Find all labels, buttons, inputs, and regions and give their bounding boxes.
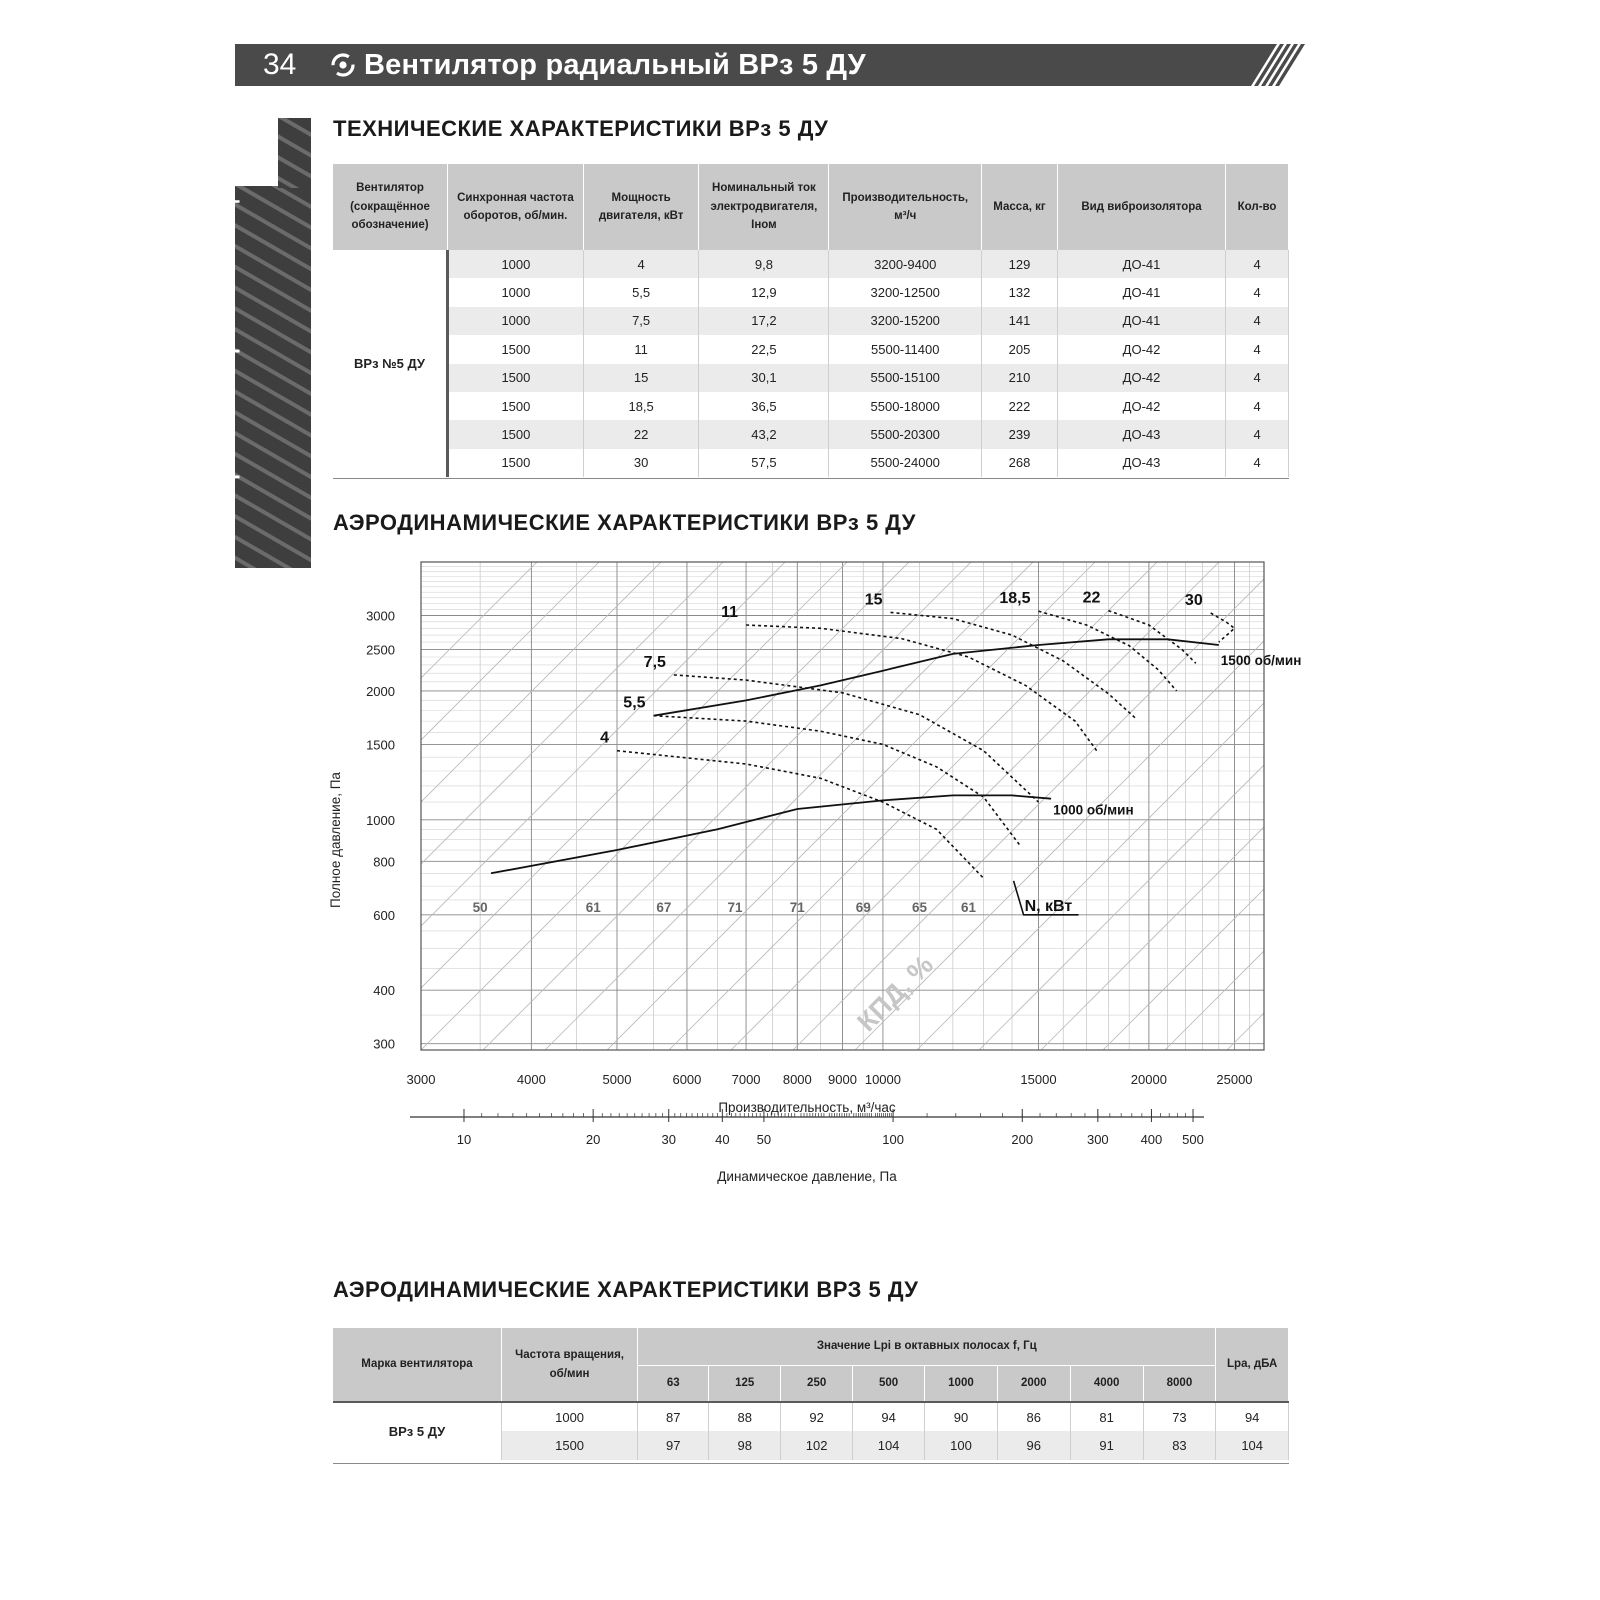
- tech-cell: 30,1: [699, 364, 829, 392]
- speed-curve-label: 1500 об/мин: [1220, 652, 1302, 668]
- tech-cell: 3200-12500: [829, 278, 982, 306]
- noise-band-header: 63: [638, 1365, 709, 1402]
- tech-cell: 141: [982, 307, 1058, 335]
- tech-cell: 132: [982, 278, 1058, 306]
- x-tick-label: 4000: [516, 1072, 546, 1087]
- dyn-tick-label: 10: [456, 1132, 472, 1147]
- efficiency-value: 61: [961, 899, 977, 915]
- tech-cell: ДО-42: [1057, 392, 1225, 420]
- noise-value-cell: 102: [781, 1431, 853, 1460]
- aero-chart-svg: [322, 548, 1302, 1218]
- col-header-current: Номинальный ток электродвигателя, Iном: [699, 164, 829, 250]
- side-tab-top: [278, 118, 311, 188]
- tech-row: [333, 449, 1289, 477]
- tech-cell: 3200-15200: [829, 307, 982, 335]
- dyn-tick-label: 200: [1011, 1132, 1034, 1147]
- tech-cell: 1500: [448, 449, 584, 477]
- noise-col-speed: Частота вращения, об/мин: [501, 1328, 637, 1402]
- noise-band-header: 1000: [925, 1365, 998, 1402]
- tech-row: [333, 250, 1289, 278]
- y-tick-label: 2000: [366, 683, 395, 699]
- tech-row: [333, 420, 1289, 448]
- tech-cell: ДО-43: [1057, 449, 1225, 477]
- tech-cell: 1500: [448, 364, 584, 392]
- x-tick-label: 20000: [1130, 1072, 1167, 1087]
- tech-cell: 4: [1226, 307, 1289, 335]
- y-tick-label: 1000: [366, 812, 395, 828]
- tech-cell: ДО-41: [1057, 307, 1225, 335]
- brand-swirl-icon: [330, 52, 356, 78]
- x-tick-label: 15000: [1020, 1072, 1057, 1087]
- tech-cell: 22,5: [699, 335, 829, 363]
- efficiency-diagonal: [322, 548, 857, 1050]
- power-label: 4: [600, 729, 609, 747]
- tech-cell: 57,5: [699, 449, 829, 477]
- side-tab-label: Противопожарная вентиляци: [217, 187, 240, 495]
- x-tick-label: 3000: [406, 1072, 436, 1087]
- header-title: Вентилятор радиальный ВРз 5 ДУ: [364, 48, 866, 81]
- tech-cell: 22: [583, 420, 699, 448]
- noise-value-cell: 91: [1070, 1431, 1143, 1460]
- col-header-qty: Кол-во: [1226, 164, 1289, 250]
- tech-cell: 7,5: [583, 307, 699, 335]
- efficiency-diagonal: [917, 548, 1302, 1050]
- dyn-tick-label: 300: [1086, 1132, 1109, 1147]
- y-tick-label: 300: [373, 1036, 395, 1052]
- tech-cell: 4: [583, 250, 699, 278]
- dyn-tick-label: 100: [882, 1132, 904, 1147]
- noise-value-cell: 90: [925, 1402, 998, 1431]
- y-tick-label: 400: [373, 983, 395, 999]
- x-tick-label: 10000: [864, 1072, 902, 1087]
- tech-cell: 17,2: [699, 307, 829, 335]
- tech-cell: 5500-24000: [829, 449, 982, 477]
- noise-col-total: Lpa, дБА: [1216, 1328, 1289, 1402]
- power-curve-18-5: [1039, 611, 1177, 691]
- side-tab: [235, 186, 311, 568]
- noise-band-header: 250: [781, 1365, 853, 1402]
- speed-curve-label: 1000 об/мин: [1053, 802, 1134, 818]
- noise-value-cell: 73: [1143, 1402, 1216, 1431]
- tech-row: [333, 278, 1289, 306]
- efficiency-value: 71: [789, 899, 805, 915]
- efficiency-diagonal: [979, 548, 1302, 1050]
- efficiency-diagonal: [1289, 548, 1302, 1050]
- tech-table: [333, 164, 1289, 477]
- dyn-axis-label: Динамическое давление, Па: [717, 1169, 897, 1184]
- col-header-mass: Масса, кг: [982, 164, 1058, 250]
- col-header-speed: Синхронная частота оборотов, об/мин.: [448, 164, 584, 250]
- noise-speed-cell: 1000: [501, 1402, 637, 1431]
- tech-cell: 222: [982, 392, 1058, 420]
- y-tick-label: 800: [373, 854, 395, 870]
- x-axis-label: Производительность, м³/час: [718, 1100, 896, 1115]
- y-tick-label: 1500: [366, 737, 395, 753]
- tech-cell: 5500-20300: [829, 420, 982, 448]
- tech-cell: 4: [1226, 278, 1289, 306]
- power-label: 22: [1082, 589, 1101, 607]
- tech-cell: 1500: [448, 420, 584, 448]
- tech-cell: 5500-15100: [829, 364, 982, 392]
- speed-curve: [654, 639, 1219, 715]
- dyn-tick-label: 50: [756, 1132, 772, 1147]
- power-axis-label: N, кВт: [1024, 897, 1073, 915]
- tech-cell: 1500: [448, 335, 584, 363]
- tech-table-bottom-rule: [333, 478, 1289, 479]
- power-label: 15: [864, 591, 883, 609]
- tech-row: [333, 335, 1289, 363]
- y-tick-label: 3000: [366, 608, 395, 624]
- efficiency-value: 69: [855, 899, 871, 915]
- efficiency-value: 71: [727, 899, 743, 915]
- efficiency-value: 61: [585, 899, 601, 915]
- tech-model-cell: ВРз №5 ДУ: [333, 250, 448, 477]
- tech-cell: 239: [982, 420, 1058, 448]
- power-label: 7,5: [643, 653, 666, 671]
- tech-cell: 9,8: [699, 250, 829, 278]
- tech-row: [333, 364, 1289, 392]
- dyn-tick-label: 30: [661, 1132, 676, 1147]
- tech-cell: ДО-42: [1057, 335, 1225, 363]
- noise-value-cell: 87: [638, 1402, 709, 1431]
- noise-table: [333, 1328, 1289, 1460]
- noise-total-cell: 104: [1216, 1431, 1289, 1460]
- power-curve-5-5: [654, 716, 1021, 846]
- noise-value-cell: 92: [781, 1402, 853, 1431]
- col-header-fan: Вентилятор (сокращённое обозначение): [333, 164, 448, 250]
- efficiency-axis-label: КПД, %: [851, 949, 940, 1038]
- tech-cell: 268: [982, 449, 1058, 477]
- noise-speed-cell: 1500: [501, 1431, 637, 1460]
- tech-cell: ДО-41: [1057, 250, 1225, 278]
- noise-band-header: 125: [709, 1365, 781, 1402]
- tech-cell: 11: [583, 335, 699, 363]
- noise-value-cell: 83: [1143, 1431, 1216, 1460]
- col-header-isolator: Вид виброизолятора: [1057, 164, 1225, 250]
- x-tick-label: 5000: [602, 1072, 632, 1087]
- power-curve-30: [1211, 613, 1235, 642]
- noise-band-header: 8000: [1143, 1365, 1216, 1402]
- tech-cell: 12,9: [699, 278, 829, 306]
- noise-value-cell: 97: [638, 1431, 709, 1460]
- dyn-tick-label: 400: [1140, 1132, 1163, 1147]
- y-tick-label: 600: [373, 907, 395, 923]
- tech-cell: 4: [1226, 420, 1289, 448]
- tech-cell: 1000: [448, 307, 584, 335]
- efficiency-value: 67: [656, 899, 672, 915]
- noise-value-cell: 94: [853, 1402, 925, 1431]
- page-number: 34: [263, 48, 297, 81]
- efficiency-value: 65: [911, 899, 928, 915]
- aero-chart: [322, 548, 1302, 1218]
- noise-model-cell: ВРз 5 ДУ: [333, 1402, 501, 1460]
- noise-band-header: 2000: [997, 1365, 1070, 1402]
- tech-cell: ДО-43: [1057, 420, 1225, 448]
- tech-cell: 4: [1226, 392, 1289, 420]
- y-axis-label: Полное давление, Па: [328, 772, 343, 908]
- noise-value-cell: 86: [997, 1402, 1070, 1431]
- x-tick-label: 25000: [1216, 1072, 1253, 1087]
- power-curve-22: [1108, 611, 1195, 664]
- tech-header-row: [333, 164, 1289, 250]
- noise-section-title: АЭРОДИНАМИЧЕСКИЕ ХАРАКТЕРИСТИКИ ВРЗ 5 ДУ: [333, 1277, 919, 1302]
- noise-value-cell: 104: [853, 1431, 925, 1460]
- header-stripes-decoration: [1247, 44, 1307, 86]
- tech-cell: ДО-42: [1057, 364, 1225, 392]
- efficiency-diagonal: [607, 548, 1167, 1050]
- tech-cell: 4: [1226, 364, 1289, 392]
- tech-cell: 4: [1226, 449, 1289, 477]
- efficiency-diagonal: [359, 548, 919, 1050]
- tech-row: [333, 392, 1289, 420]
- noise-total-cell: 94: [1216, 1402, 1289, 1431]
- tech-cell: 4: [1226, 335, 1289, 363]
- col-header-power: Мощность двигателя, кВт: [583, 164, 699, 250]
- tech-cell: 5500-18000: [829, 392, 982, 420]
- efficiency-diagonal: [322, 548, 609, 1050]
- noise-value-cell: 88: [709, 1402, 781, 1431]
- tech-cell: 210: [982, 364, 1058, 392]
- tech-cell: 205: [982, 335, 1058, 363]
- power-label: 18,5: [999, 590, 1031, 608]
- power-label: 30: [1184, 592, 1203, 610]
- noise-table-bottom-rule: [333, 1463, 1289, 1464]
- noise-value-cell: 96: [997, 1431, 1070, 1460]
- tech-cell: 129: [982, 250, 1058, 278]
- dyn-tick-label: 500: [1182, 1132, 1204, 1147]
- tech-cell: 5,5: [583, 278, 699, 306]
- noise-col-model: Марка вентилятора: [333, 1328, 501, 1402]
- tech-cell: 36,5: [699, 392, 829, 420]
- tech-cell: 1000: [448, 250, 584, 278]
- dyn-tick-label: 40: [715, 1132, 730, 1147]
- tech-cell: ДО-41: [1057, 278, 1225, 306]
- noise-value-cell: 81: [1070, 1402, 1143, 1431]
- noise-value-cell: 100: [925, 1431, 998, 1460]
- tech-cell: 5500-11400: [829, 335, 982, 363]
- tech-cell: 18,5: [583, 392, 699, 420]
- tech-cell: 3200-9400: [829, 250, 982, 278]
- tech-cell: 4: [1226, 250, 1289, 278]
- x-tick-label: 7000: [731, 1072, 761, 1087]
- dyn-tick-label: 20: [585, 1132, 601, 1147]
- tech-section-title: ТЕХНИЧЕСКИЕ ХАРАКТЕРИСТИКИ ВРз 5 ДУ: [333, 116, 829, 141]
- aero-section-title: АЭРОДИНАМИЧЕСКИЕ ХАРАКТЕРИСТИКИ ВРз 5 ДУ: [333, 510, 916, 535]
- power-label: 11: [721, 604, 739, 622]
- tech-cell: 43,2: [699, 420, 829, 448]
- noise-row: [333, 1402, 1289, 1431]
- tech-cell: 15: [583, 364, 699, 392]
- efficiency-diagonal: [731, 548, 1291, 1050]
- tech-row: [333, 307, 1289, 335]
- power-label: 5,5: [623, 694, 646, 712]
- x-tick-label: 6000: [672, 1072, 702, 1087]
- tech-cell: 30: [583, 449, 699, 477]
- noise-band-header: 4000: [1070, 1365, 1143, 1402]
- efficiency-diagonal: [483, 548, 1043, 1050]
- efficiency-value: 50: [472, 899, 488, 915]
- x-tick-label: 9000: [828, 1072, 857, 1087]
- power-curve-4: [617, 751, 984, 879]
- efficiency-diagonal: [545, 548, 1105, 1050]
- tech-cell: 1500: [448, 392, 584, 420]
- col-header-capacity: Производительность, м³/ч: [829, 164, 982, 250]
- y-tick-label: 2500: [366, 642, 395, 658]
- tech-cell: 1000: [448, 278, 584, 306]
- noise-value-cell: 98: [709, 1431, 781, 1460]
- efficiency-diagonals: [322, 548, 1302, 1050]
- header-bar: [235, 44, 1307, 86]
- noise-band-header: 500: [853, 1365, 925, 1402]
- noise-col-group: Значение Lpi в октавных полосах f, Гц: [638, 1328, 1216, 1365]
- x-tick-label: 8000: [782, 1072, 812, 1087]
